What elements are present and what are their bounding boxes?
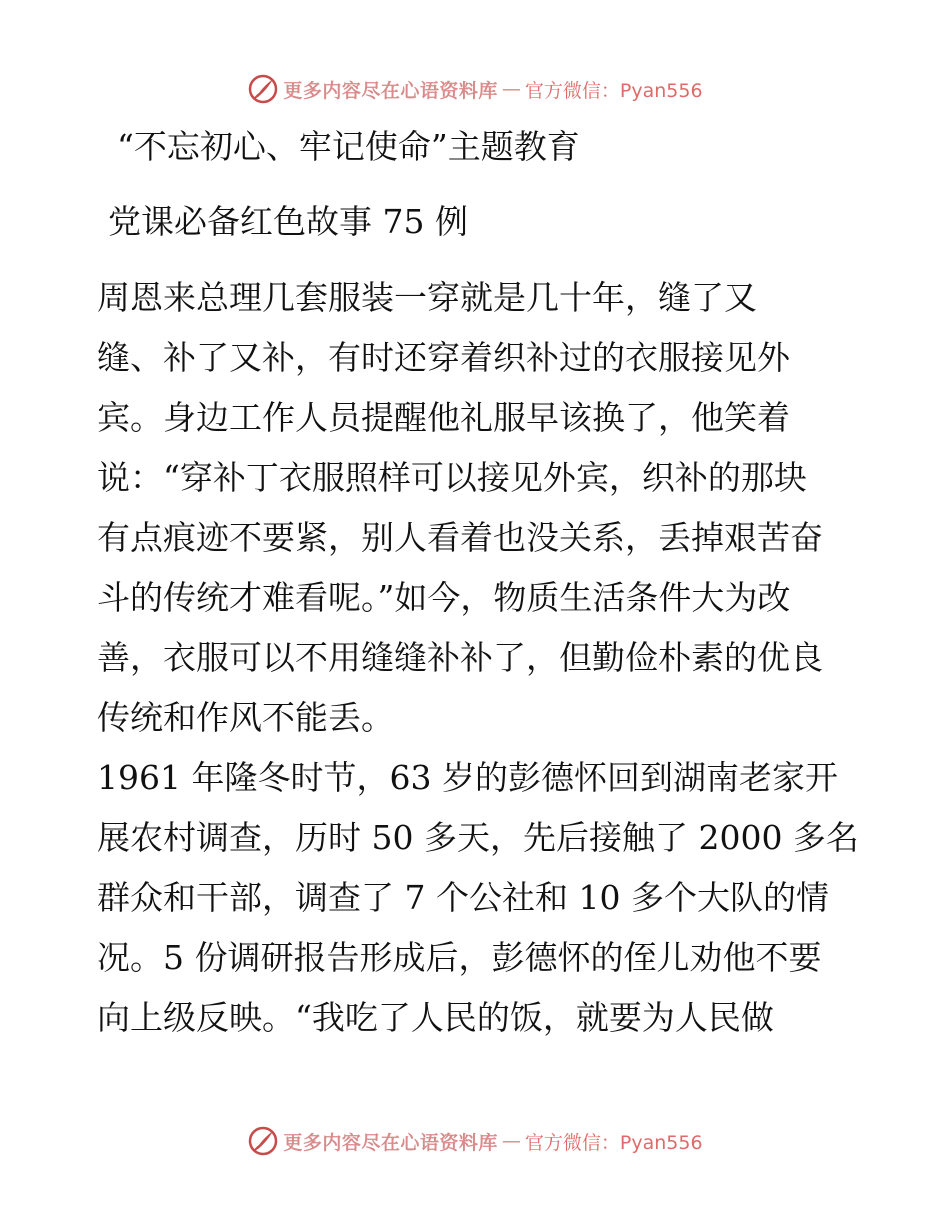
banner-wechat: 官方微信：Pyan556	[524, 1131, 703, 1154]
text-line: 有点痕迹不要紧，别人看着也没关系，丢掉艰苦奋	[97, 518, 823, 557]
document-title: “不忘初心、牢记使命”主题教育	[117, 127, 580, 166]
text-line: 群众和干部，调查了 7 个公社和 10 多个大队的情	[97, 878, 829, 917]
banner-wechat: 官方微信：Pyan556	[524, 79, 703, 102]
text-line: 斗的传统才难看呢。”如今，物质生活条件大为改	[97, 578, 791, 617]
text-line: 1961 年隆冬时节，63 岁的彭德怀回到湖南老家开	[97, 758, 838, 797]
banner-text: 更多内容尽在心语资料库	[283, 1131, 498, 1154]
story-paragraph	[97, 268, 857, 748]
text-line: 传统和作风不能丢。	[97, 698, 394, 737]
text-line: 向上级反映。“我吃了人民的饭，就要为人民做	[97, 998, 774, 1037]
red-quill-logo-icon	[247, 73, 279, 105]
banner-separator: —	[501, 1130, 521, 1152]
document-subtitle: 党课必备红色故事 75 例	[108, 202, 468, 241]
text-line: 说：“穿补丁衣服照样可以接见外宾，织补的那块	[97, 458, 807, 497]
text-line: 宾。身边工作人员提醒他礼服早该换了，他笑着	[97, 398, 790, 437]
red-quill-logo-icon	[247, 1125, 279, 1157]
header-banner	[0, 72, 950, 106]
text-line: 况。5 份调研报告形成后，彭德怀的侄儿劝他不要	[97, 938, 822, 977]
banner-text: 更多内容尽在心语资料库	[283, 79, 498, 102]
banner-separator: —	[501, 78, 521, 100]
footer-banner	[0, 1124, 950, 1158]
story-paragraph	[97, 748, 857, 1048]
text-line: 展农村调查，历时 50 多天，先后接触了 2000 多名	[97, 818, 859, 857]
text-line: 缝、补了又补，有时还穿着织补过的衣服接见外	[97, 338, 790, 377]
text-line: 善，衣服可以不用缝缝补补了，但勤俭朴素的优良	[97, 638, 823, 677]
text-line: 周恩来总理几套服装一穿就是几十年，缝了又	[97, 278, 757, 317]
